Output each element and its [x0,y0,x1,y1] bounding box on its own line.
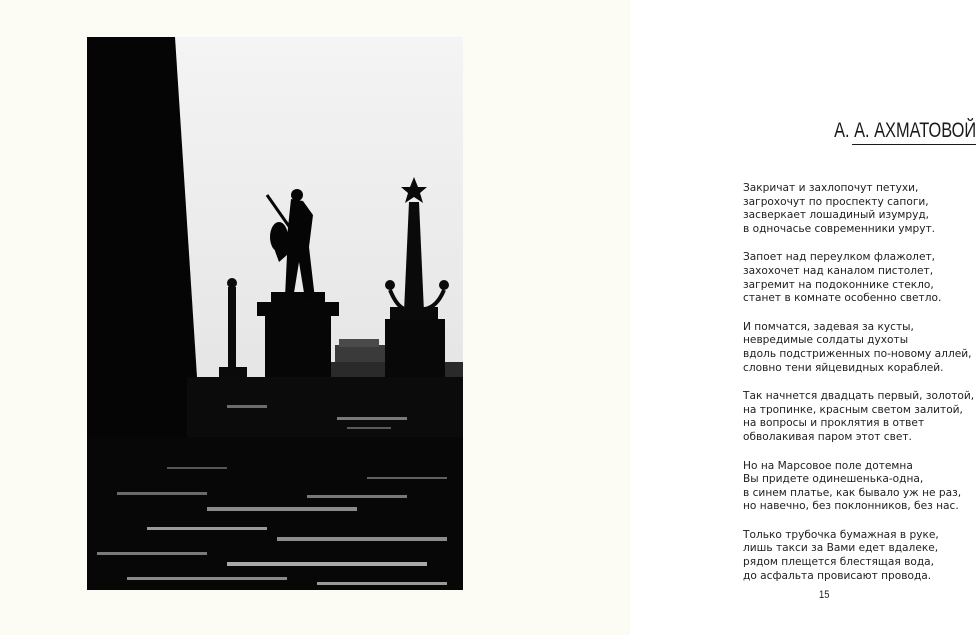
poem-line: лишь такси за Вами едет вдалеке, [743,542,939,555]
poem-line: обволакивая паром этот свет. [743,430,912,443]
poem-line: станет в комнате особенно светло. [743,292,942,305]
poem-line: Так начнется двадцать первый, золотой, [743,390,975,403]
poem-line: в синем платье, как бывало уж не раз, [743,486,962,499]
poem-line: Вы придете одинешенька-одна, [743,473,924,486]
poem-line: вдоль подстриженных по-новому аллей, [743,347,972,360]
stanza [743,529,975,583]
poem-line: невредимые солдаты духоты [743,334,909,347]
poem-line: рядом плещется блестящая вода, [743,556,935,569]
stanza [743,390,975,444]
poem-title: А. А. АХМАТОВОЙ [833,119,976,142]
poem-line: засверкает лошадиный изумруд, [743,209,930,222]
poem-line: но навечно, без поклонников, без нас. [743,500,959,513]
poem-line: словно тени яйцевидных кораблей. [743,361,944,374]
poem-line: в одночасье современники умрут. [743,222,936,235]
poem-line: Только трубочка бумажная в руке, [743,528,939,541]
poem-line: до асфальта провисают провода. [743,569,932,582]
stanza [743,321,975,375]
poem-line: Но на Марсовое поле дотемна [743,459,913,472]
poem-line: Запоет над переулком флажолет, [743,251,935,264]
page-number: 15 [819,589,830,601]
stanza [743,182,975,236]
stanza [743,251,975,305]
poem-body [743,182,975,598]
poem-line: на тропинке, красным светом залитой, [743,403,963,416]
poem-line: захохочет над каналом пистолет, [743,264,934,277]
poem-line: загрохочут по проспекту сапоги, [743,195,929,208]
monument-silhouette-photo [87,37,463,590]
poem-line: загремит на подоконнике стекло, [743,278,934,291]
title-underline [852,144,976,145]
poem-line: Закричат и захлопочут петухи, [743,182,919,194]
poem-line: И помчатся, задевая за кусты, [743,320,914,333]
poem-line: на вопросы и проклятия в ответ [743,417,925,430]
stanza [743,460,975,514]
